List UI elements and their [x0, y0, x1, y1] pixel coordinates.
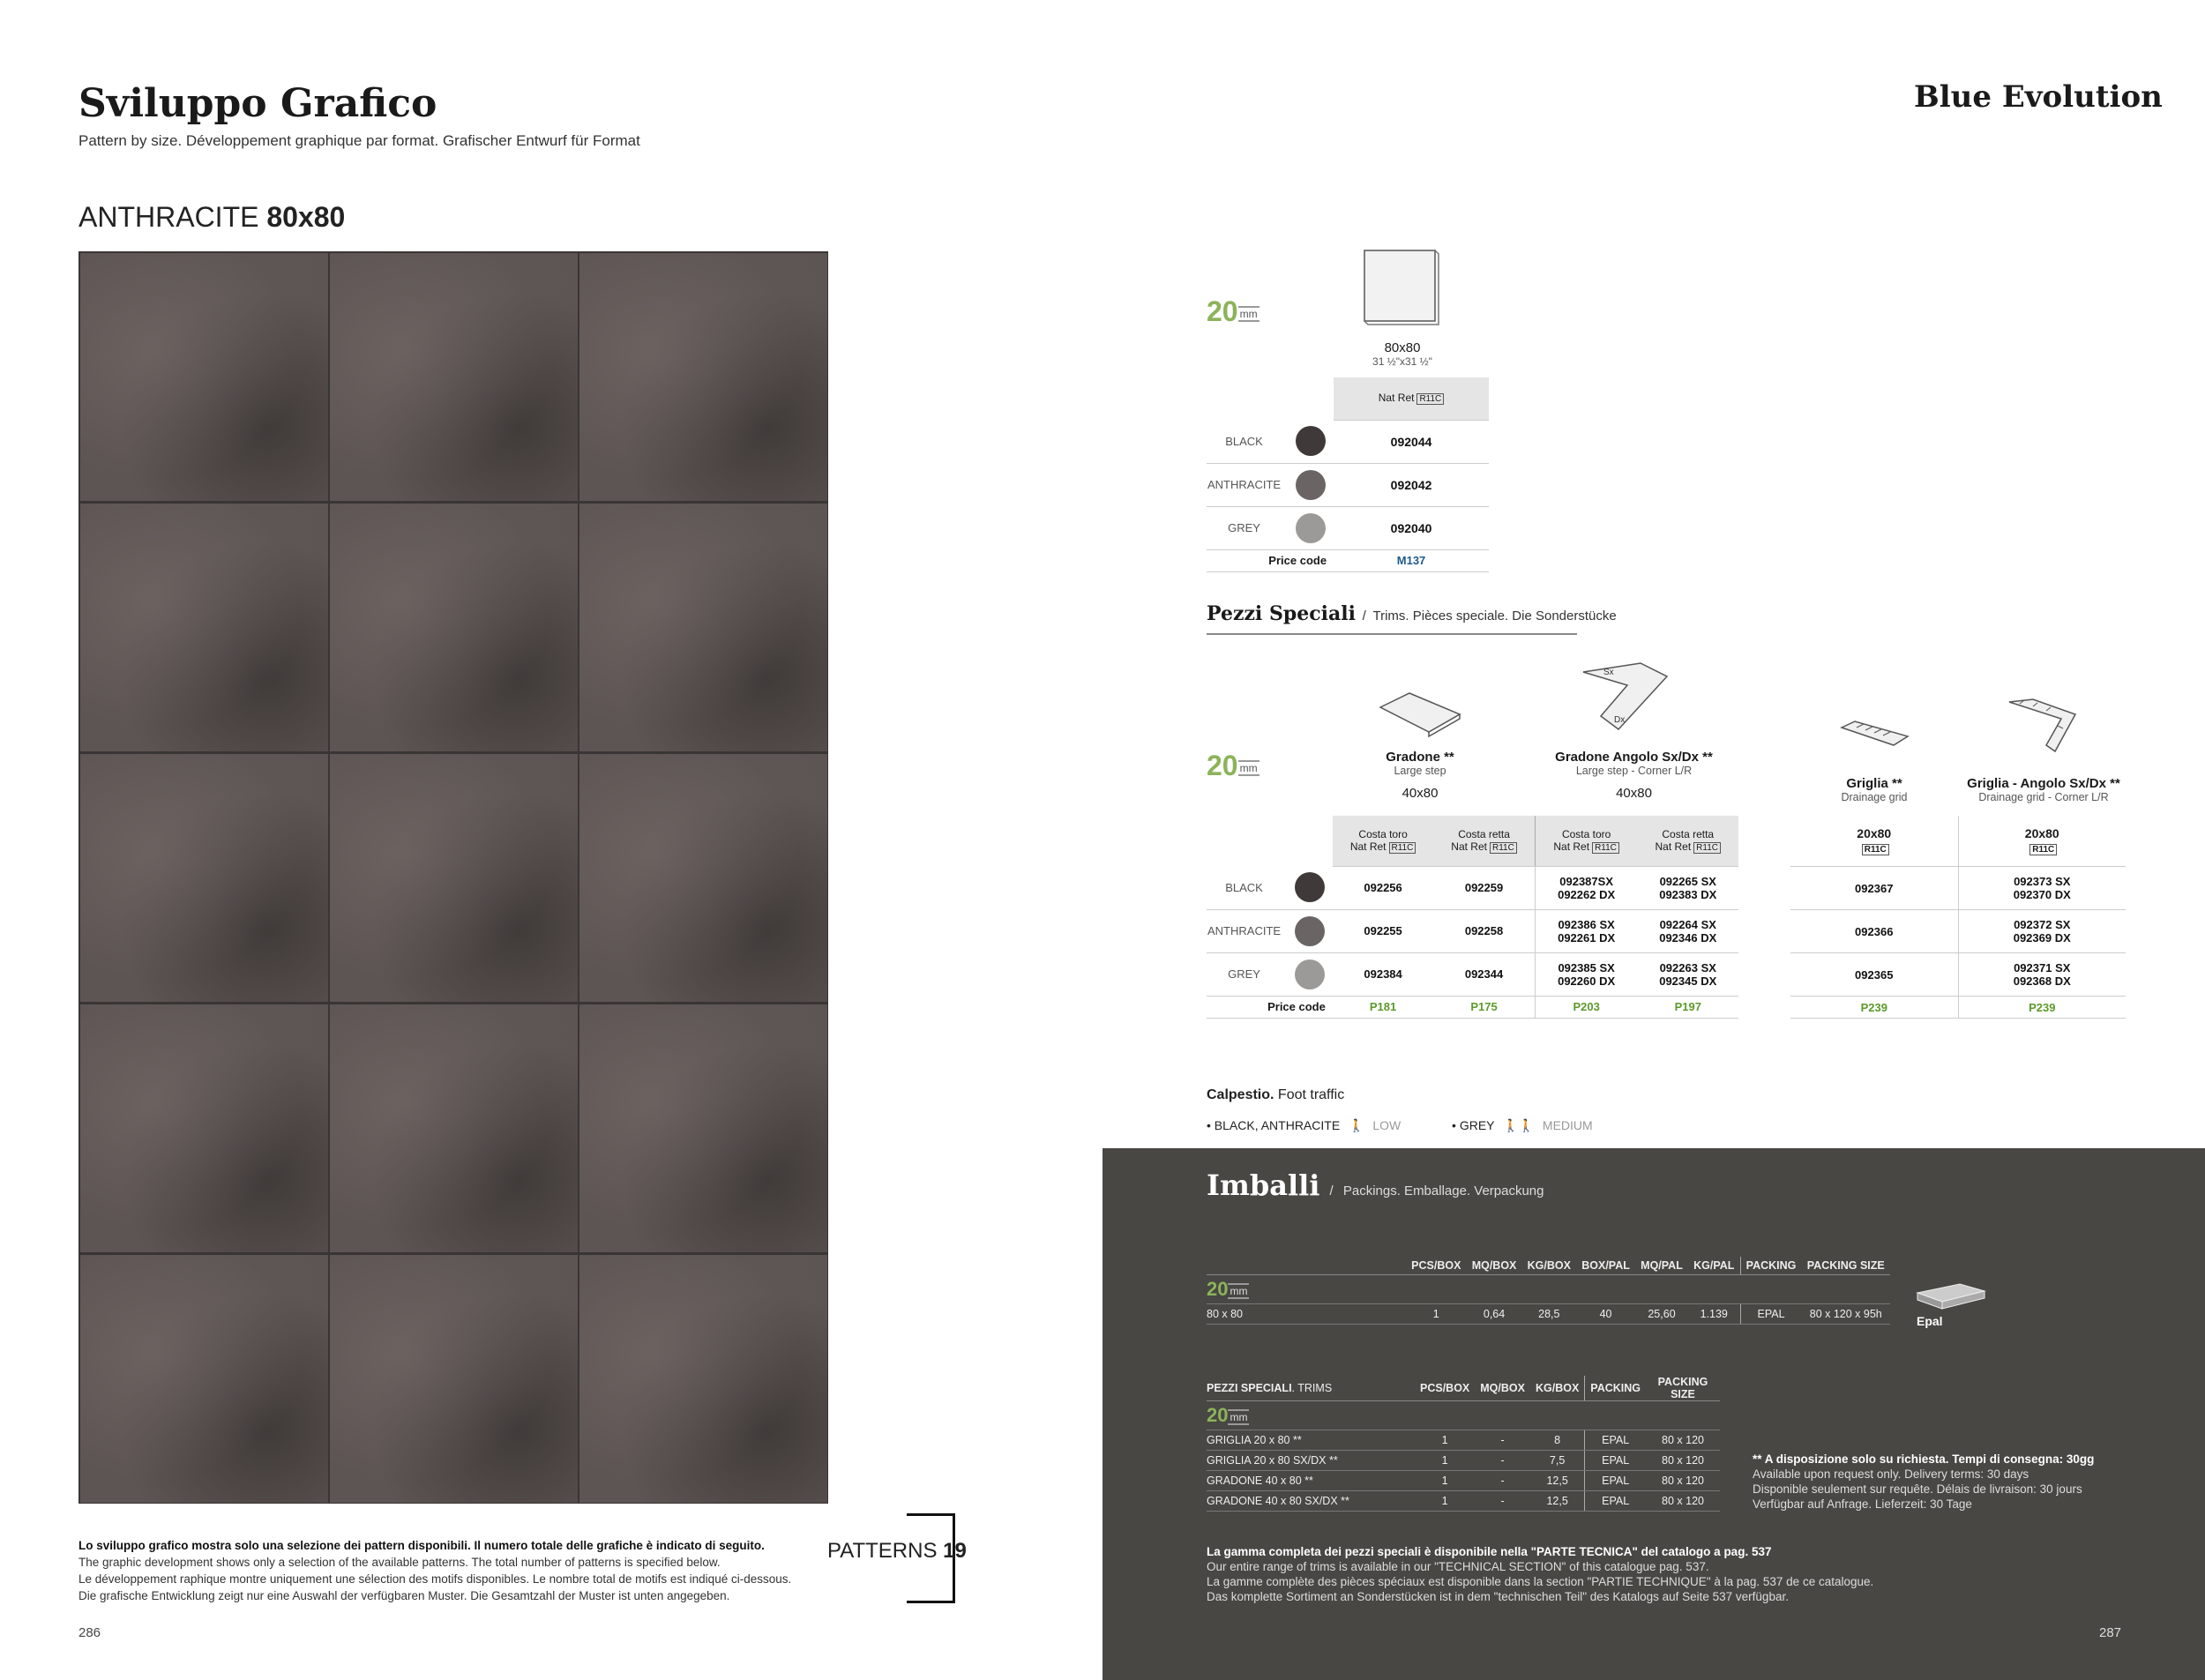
table-row: [1790, 867, 2126, 910]
table-row: [1207, 952, 1738, 996]
code-sx: 092386 SX: [1558, 917, 1615, 931]
angolo-header: [1530, 750, 1738, 801]
dx-label: Dx: [1614, 715, 1626, 725]
table-row: [1207, 506, 1489, 549]
col-header: MQ/PAL: [1635, 1257, 1688, 1275]
price-code: P175: [1433, 996, 1535, 1018]
code-dx: 092368 DX: [2013, 974, 2071, 988]
divider: [1207, 633, 1577, 635]
table-row: [1207, 1430, 1720, 1451]
color-label: ANTHRACITE: [1207, 463, 1288, 506]
tile: [330, 754, 578, 1002]
trims-range-note: [1207, 1544, 2089, 1604]
blank-cell: [1207, 816, 1288, 866]
tile: [330, 504, 578, 751]
code-dx: 092346 DX: [1659, 930, 1717, 945]
note-it: Lo sviluppo grafico mostra solo una selezione dei pattern disponibili. Il numero totale delle grafiche è indicato di seguito.: [78, 1539, 765, 1552]
pack-cell: 8: [1530, 1430, 1585, 1451]
thickness-row: [1207, 1401, 1720, 1430]
code-dx: 092369 DX: [2013, 931, 2071, 945]
col-header: KG/BOX: [1530, 1376, 1585, 1401]
color-label: BLACK: [1207, 420, 1288, 463]
trim-code: 092258: [1433, 909, 1535, 952]
swatch-cell: [1288, 952, 1333, 996]
pack-cell: 80 x 80: [1207, 1304, 1406, 1325]
slip-rating: R11C: [1693, 842, 1721, 854]
pack-cell: 80 x 120: [1646, 1491, 1720, 1512]
traffic-a-colors: • BLACK, ANTHRACITE: [1207, 1118, 1341, 1132]
price-code: M137: [1334, 549, 1489, 571]
griglia-size: 20x80: [1857, 826, 1892, 840]
trim-code-pair: [1638, 952, 1739, 996]
range-fr: La gamme complète des pièces spéciaux est disponible dans la section "PARTIE TECHNIQUE" à la pag. 537 de ce catalogue.: [1207, 1575, 1874, 1588]
col-header: PCS/BOX: [1406, 1257, 1467, 1275]
table-row: [1207, 1471, 1720, 1491]
range-it: La gamma completa dei pezzi speciali è disponibile nella "PARTE TECNICA" del catalogo a pag. 537: [1207, 1545, 1772, 1558]
foot-traffic-items: [1207, 1118, 1593, 1133]
pack-cell: 28,5: [1522, 1304, 1577, 1325]
trim-code: 092344: [1433, 952, 1535, 996]
main-format-inch: 31 ½"x31 ½": [1372, 355, 1432, 368]
tile: [80, 1004, 328, 1252]
thickness-value: 20: [1207, 1404, 1229, 1426]
pack-cell: 1: [1415, 1491, 1475, 1512]
col-header: PACKING SIZE: [1646, 1376, 1720, 1401]
trim-code-pair: [1638, 909, 1739, 952]
costa-label: Costa retta: [1458, 827, 1510, 840]
thickness-unit: mm: [1239, 308, 1258, 320]
traffic-b-colors: • GREY: [1452, 1118, 1495, 1132]
costa-label: Costa toro: [1358, 827, 1408, 840]
slip-rating: R11C: [2029, 844, 2057, 855]
pack-cell: -: [1475, 1491, 1530, 1512]
gradone-size: 40x80: [1401, 786, 1439, 801]
trims-heading: [1207, 602, 1617, 625]
thickness-unit: mm: [1239, 762, 1258, 774]
pack-cell: GRADONE 40 x 80 SX/DX **: [1207, 1491, 1415, 1512]
page-subtitle: Pattern by size. Développement graphique par format. Grafischer Entwurf für Format: [78, 132, 640, 149]
code-sx: 092373 SX: [2014, 875, 2071, 888]
trim-code: 092259: [1433, 866, 1535, 909]
walkers-icon: 🚶🚶: [1503, 1118, 1535, 1132]
pack-cell: -: [1475, 1471, 1530, 1491]
col-header: PACKING: [1740, 1257, 1802, 1275]
blank-cell: [1207, 377, 1288, 420]
tile: [579, 253, 827, 501]
griglia-header: [1790, 776, 1958, 803]
col-header: PACKING SIZE: [1802, 1257, 1890, 1275]
trims-pack-sub: . TRIMS: [1291, 1382, 1333, 1394]
avail-it: ** A disposizione solo su richiesta. Tempi di consegna: 30gg: [1753, 1452, 2095, 1466]
trim-code-pair: [1638, 866, 1739, 909]
thickness-cell: [1207, 1275, 1890, 1304]
griglia-angolo-name: Griglia - Angolo Sx/Dx **: [1967, 776, 2120, 791]
avail-en: Available upon request only. Delivery terms: 30 days: [1753, 1467, 2029, 1481]
table-row: [1207, 1304, 1890, 1325]
price-code: P181: [1333, 996, 1433, 1018]
tile-size: 80x80: [266, 201, 346, 233]
angolo-sub: Large step - Corner L/R: [1575, 765, 1693, 777]
page-number-right: 287: [2099, 1625, 2122, 1640]
thickness-badge: [1207, 295, 1259, 328]
code-sx: 092385 SX: [1558, 960, 1615, 974]
table-row: [1207, 1491, 1720, 1512]
table-row: [1207, 866, 1738, 909]
code-dx: 092345 DX: [1659, 974, 1717, 988]
col-header: MQ/BOX: [1467, 1257, 1522, 1275]
swatch-cell: [1288, 866, 1333, 909]
price-code: P239: [1790, 997, 1958, 1019]
table-row: [1790, 910, 2126, 953]
trim-code: 092255: [1333, 909, 1433, 952]
pack-cell: 12,5: [1530, 1491, 1585, 1512]
table-header: [1207, 377, 1489, 420]
pack-cell: 40: [1576, 1304, 1635, 1325]
packaging-title: Imballi: [1207, 1169, 1320, 1202]
costa-toro-header: [1535, 816, 1637, 866]
pack-cell: GRADONE 40 x 80 **: [1207, 1471, 1415, 1491]
code-sx: 092387SX: [1559, 874, 1613, 888]
finish-header: [1334, 377, 1489, 420]
pack-cell: EPAL: [1585, 1491, 1646, 1512]
costa-retta-header: [1638, 816, 1739, 866]
pack-cell: 80 x 120: [1646, 1471, 1720, 1491]
col-header: MQ/BOX: [1475, 1376, 1530, 1401]
code-sx: 092265 SX: [1659, 874, 1716, 888]
thickness-unit: mm: [1230, 1411, 1248, 1423]
availability-note: [1753, 1452, 2149, 1512]
tile: [80, 253, 328, 501]
costa-retta-header: [1433, 816, 1535, 866]
packaging-separator: /: [1329, 1183, 1334, 1198]
thickness-value: 20: [1207, 750, 1238, 781]
traffic-title: Calpestio: [1207, 1087, 1271, 1102]
col-header: PACKING: [1585, 1376, 1646, 1401]
tile-80x80-icon: [1363, 249, 1442, 326]
packaging-subtitle: Packings. Emballage. Verpackung: [1342, 1183, 1544, 1198]
gradone-header: [1319, 750, 1521, 801]
pack-cell: 80 x 120: [1646, 1430, 1720, 1451]
blank-cell: [1288, 377, 1334, 420]
pack-cell: EPAL: [1585, 1471, 1646, 1491]
grid-code: 092366: [1790, 910, 1958, 953]
trims-separator: /: [1362, 609, 1366, 623]
tile: [579, 1255, 827, 1503]
pattern-note: [78, 1537, 872, 1604]
pack-cell: 1: [1406, 1304, 1467, 1325]
patterns-label: PATTERNS: [827, 1539, 938, 1563]
tile: [330, 1004, 578, 1252]
packaging-heading: [1207, 1169, 1544, 1202]
griglia-angolo-size: 20x80: [2024, 826, 2059, 840]
pack-cell: 12,5: [1530, 1471, 1585, 1491]
table-row: [1207, 909, 1738, 952]
costa-label: Costa retta: [1662, 827, 1715, 840]
table-header: [1207, 1257, 1890, 1275]
main-format: 80x80: [1384, 340, 1421, 355]
trim-code-pair: [1535, 866, 1637, 909]
grid-code-pair: [1958, 953, 2126, 997]
tile-code: 092042: [1334, 463, 1489, 506]
color-swatch: [1296, 426, 1326, 456]
tile: [330, 253, 578, 501]
page-title: Sviluppo Grafico: [78, 81, 437, 126]
code-sx: 092263 SX: [1659, 960, 1716, 974]
thickness-row: [1207, 1275, 1890, 1304]
col-header: KG/BOX: [1522, 1257, 1577, 1275]
color-label: GREY: [1207, 506, 1288, 549]
griglia-angolo-size-header: [1958, 816, 2126, 867]
griglia-sub: Drainage grid: [1841, 791, 1908, 803]
finish-label: Nat Ret: [1451, 840, 1487, 853]
trims-packing-table: [1207, 1376, 1720, 1512]
blank-cell: [1288, 816, 1333, 866]
brand-title: Blue Evolution: [1914, 79, 2163, 115]
pack-cell: 25,60: [1635, 1304, 1688, 1325]
grid-code: 092367: [1790, 867, 1958, 910]
avail-fr: Disponible seulement sur requête. Délais de livraison: 30 jours: [1753, 1482, 2082, 1496]
tile: [579, 1004, 827, 1252]
costa-toro-header: [1333, 816, 1433, 866]
note-fr: Le développement raphique montre uniquement une sélection des motifs disponibles. Le nombre total de motifs est indiqué ci-dessous.: [78, 1572, 792, 1586]
price-row: [1207, 996, 1738, 1018]
tile-code: 092044: [1334, 420, 1489, 463]
tile: [579, 754, 827, 1002]
tile: [80, 754, 328, 1002]
range-en: Our entire range of trims is available in our "TECHNICAL SECTION" of this catalogue pag. 537.: [1207, 1560, 1709, 1573]
note-de: Die grafische Entwicklung zeigt nur eine Auswahl der verfügbaren Muster. Die Gesamtzahl der Muster ist unten angegeben.: [78, 1589, 730, 1602]
slip-rating: R11C: [1490, 842, 1517, 854]
swatch-cell: [1288, 420, 1334, 463]
tile: [330, 1255, 578, 1503]
traffic-a-level: LOW: [1372, 1118, 1401, 1132]
pack-cell: EPAL: [1740, 1304, 1802, 1325]
color-label: BLACK: [1207, 866, 1288, 909]
tile-heading: [78, 201, 345, 234]
tile: [579, 504, 827, 751]
pallet-icon: [1916, 1281, 1986, 1312]
color-label: GREY: [1207, 952, 1288, 996]
swatch-cell: [1288, 506, 1334, 549]
thickness-value: 20: [1207, 295, 1238, 327]
price-code: P197: [1638, 996, 1739, 1018]
patterns-count: [827, 1539, 967, 1564]
thickness-unit: mm: [1230, 1285, 1248, 1297]
main-codes-table: [1207, 377, 1489, 572]
pack-cell: 0,64: [1467, 1304, 1522, 1325]
finish-label: Nat Ret: [1378, 392, 1415, 405]
pack-cell: 7,5: [1530, 1451, 1585, 1471]
price-row: [1790, 997, 2126, 1019]
packing-table: [1207, 1257, 1890, 1325]
tile: [80, 1255, 328, 1503]
color-swatch: [1296, 470, 1326, 500]
trim-code: 092384: [1333, 952, 1433, 996]
grid-code-pair: [1958, 910, 2126, 953]
trim-code-pair: [1535, 909, 1637, 952]
step-icon: [1376, 688, 1464, 741]
traffic-sub: Foot traffic: [1277, 1087, 1345, 1102]
trim-code-pair: [1535, 952, 1637, 996]
note-en: The graphic development shows only a selection of the available patterns. The total number of patterns is specified below.: [78, 1556, 721, 1569]
code-sx: 092264 SX: [1659, 917, 1716, 931]
costa-label: Costa toro: [1561, 827, 1611, 840]
epal-label: Epal: [1917, 1314, 1943, 1328]
drainage-corner-icon: [2007, 697, 2077, 758]
griglia-angolo-header: [1960, 776, 2127, 803]
grid-code-pair: [1958, 867, 2126, 910]
tile-color-name: ANTHRACITE: [78, 201, 259, 233]
thickness-value: 20: [1207, 1278, 1229, 1300]
code-sx: 092371 SX: [2014, 961, 2071, 974]
code-dx: 092260 DX: [1558, 974, 1616, 988]
traffic-b-level: MEDIUM: [1542, 1118, 1593, 1132]
table-header: [1207, 816, 1738, 866]
tile-code: 092040: [1334, 506, 1489, 549]
col-header: KG/PAL: [1688, 1257, 1740, 1275]
pack-cell: 1: [1415, 1430, 1475, 1451]
gradone-sub: Large step: [1394, 765, 1446, 777]
trims-pack-label: [1207, 1376, 1415, 1401]
tile-pattern-image: [78, 251, 828, 1504]
avail-de: Verfügbar auf Anfrage. Lieferzeit: 30 Tage: [1753, 1497, 1972, 1511]
trims-title: Pezzi Speciali: [1207, 602, 1356, 625]
pack-cell: EPAL: [1585, 1451, 1646, 1471]
color-swatch: [1295, 959, 1325, 989]
code-dx: 092262 DX: [1558, 887, 1616, 901]
main-format-label: [1317, 340, 1488, 368]
trims-pack-title: PEZZI SPECIALI: [1207, 1382, 1292, 1394]
trims-table: [1207, 816, 1738, 1019]
range-de: Das komplette Sortiment an Sonderstücken ist in dem "technischen Teil" des Katalogs auf Seite 537 verfügbar.: [1207, 1590, 1789, 1603]
price-code: P203: [1535, 996, 1637, 1018]
griglia-size-header: [1790, 816, 1958, 867]
pack-cell: EPAL: [1585, 1430, 1646, 1451]
page-number-left: 286: [78, 1625, 101, 1640]
code-dx: 092261 DX: [1558, 930, 1616, 945]
col-header: PCS/BOX: [1415, 1376, 1475, 1401]
finish-label: Nat Ret: [1349, 840, 1387, 853]
angolo-name: Gradone Angolo Sx/Dx **: [1555, 750, 1713, 765]
drainage-grid-icon: [1839, 719, 1910, 754]
gradone-name: Gradone **: [1386, 750, 1454, 765]
price-code: P239: [1958, 997, 2126, 1019]
grid-table: [1790, 816, 2126, 1019]
slip-rating: R11C: [1592, 842, 1619, 854]
pack-cell: -: [1475, 1430, 1530, 1451]
swatch-cell: [1288, 909, 1333, 952]
walker-icon: 🚶: [1349, 1118, 1364, 1132]
slip-rating: R11C: [1389, 842, 1416, 854]
blank-header: [1207, 1257, 1406, 1275]
pack-cell: GRIGLIA 20 x 80 **: [1207, 1430, 1415, 1451]
table-header: [1790, 816, 2126, 867]
col-header: BOX/PAL: [1576, 1257, 1635, 1275]
pack-cell: 1: [1415, 1451, 1475, 1471]
price-code-label: Price code: [1207, 996, 1333, 1018]
griglia-name: Griglia **: [1846, 776, 1902, 791]
pack-cell: GRIGLIA 20 x 80 SX/DX **: [1207, 1451, 1415, 1471]
finish-label: Nat Ret: [1553, 840, 1590, 853]
corner-step-icon: [1579, 654, 1676, 735]
swatch-cell: [1288, 463, 1334, 506]
code-dx: 092383 DX: [1659, 887, 1717, 901]
tile: [80, 504, 328, 751]
pack-cell: 80 x 120: [1646, 1451, 1720, 1471]
slip-rating: R11C: [1862, 844, 1889, 855]
finish-label: Nat Ret: [1655, 840, 1692, 853]
foot-traffic-heading: Calpestio. Foot traffic: [1207, 1087, 1345, 1102]
table-row: [1790, 953, 2126, 997]
patterns-number: 19: [943, 1539, 967, 1563]
color-swatch: [1295, 916, 1325, 946]
trims-thickness-badge: [1207, 750, 1259, 782]
pack-cell: -: [1475, 1451, 1530, 1471]
thickness-cell: [1207, 1401, 1720, 1430]
table-row: [1207, 1451, 1720, 1471]
sx-label: Sx: [1603, 668, 1614, 677]
color-label: ANTHRACITE: [1207, 909, 1288, 952]
code-sx: 092372 SX: [2014, 918, 2071, 931]
slip-rating: R11C: [1416, 393, 1444, 405]
price-code-label: Price code: [1207, 549, 1334, 571]
table-row: [1207, 463, 1489, 506]
price-row: [1207, 549, 1489, 571]
griglia-angolo-sub: Drainage grid - Corner L/R: [1978, 791, 2109, 803]
code-dx: 092370 DX: [2013, 888, 2071, 901]
table-row: [1207, 420, 1489, 463]
pack-cell: 1.139: [1688, 1304, 1740, 1325]
angolo-size: 40x80: [1616, 786, 1652, 801]
pack-cell: 80 x 120 x 95h: [1802, 1304, 1890, 1325]
trim-code: 092256: [1333, 866, 1433, 909]
pack-cell: 1: [1415, 1471, 1475, 1491]
color-swatch: [1296, 513, 1326, 543]
trims-subtitle: Trims. Pièces speciale. Die Sonderstücke: [1372, 609, 1617, 623]
color-swatch: [1295, 872, 1325, 902]
grid-code: 092365: [1790, 953, 1958, 997]
table-header: [1207, 1376, 1720, 1401]
